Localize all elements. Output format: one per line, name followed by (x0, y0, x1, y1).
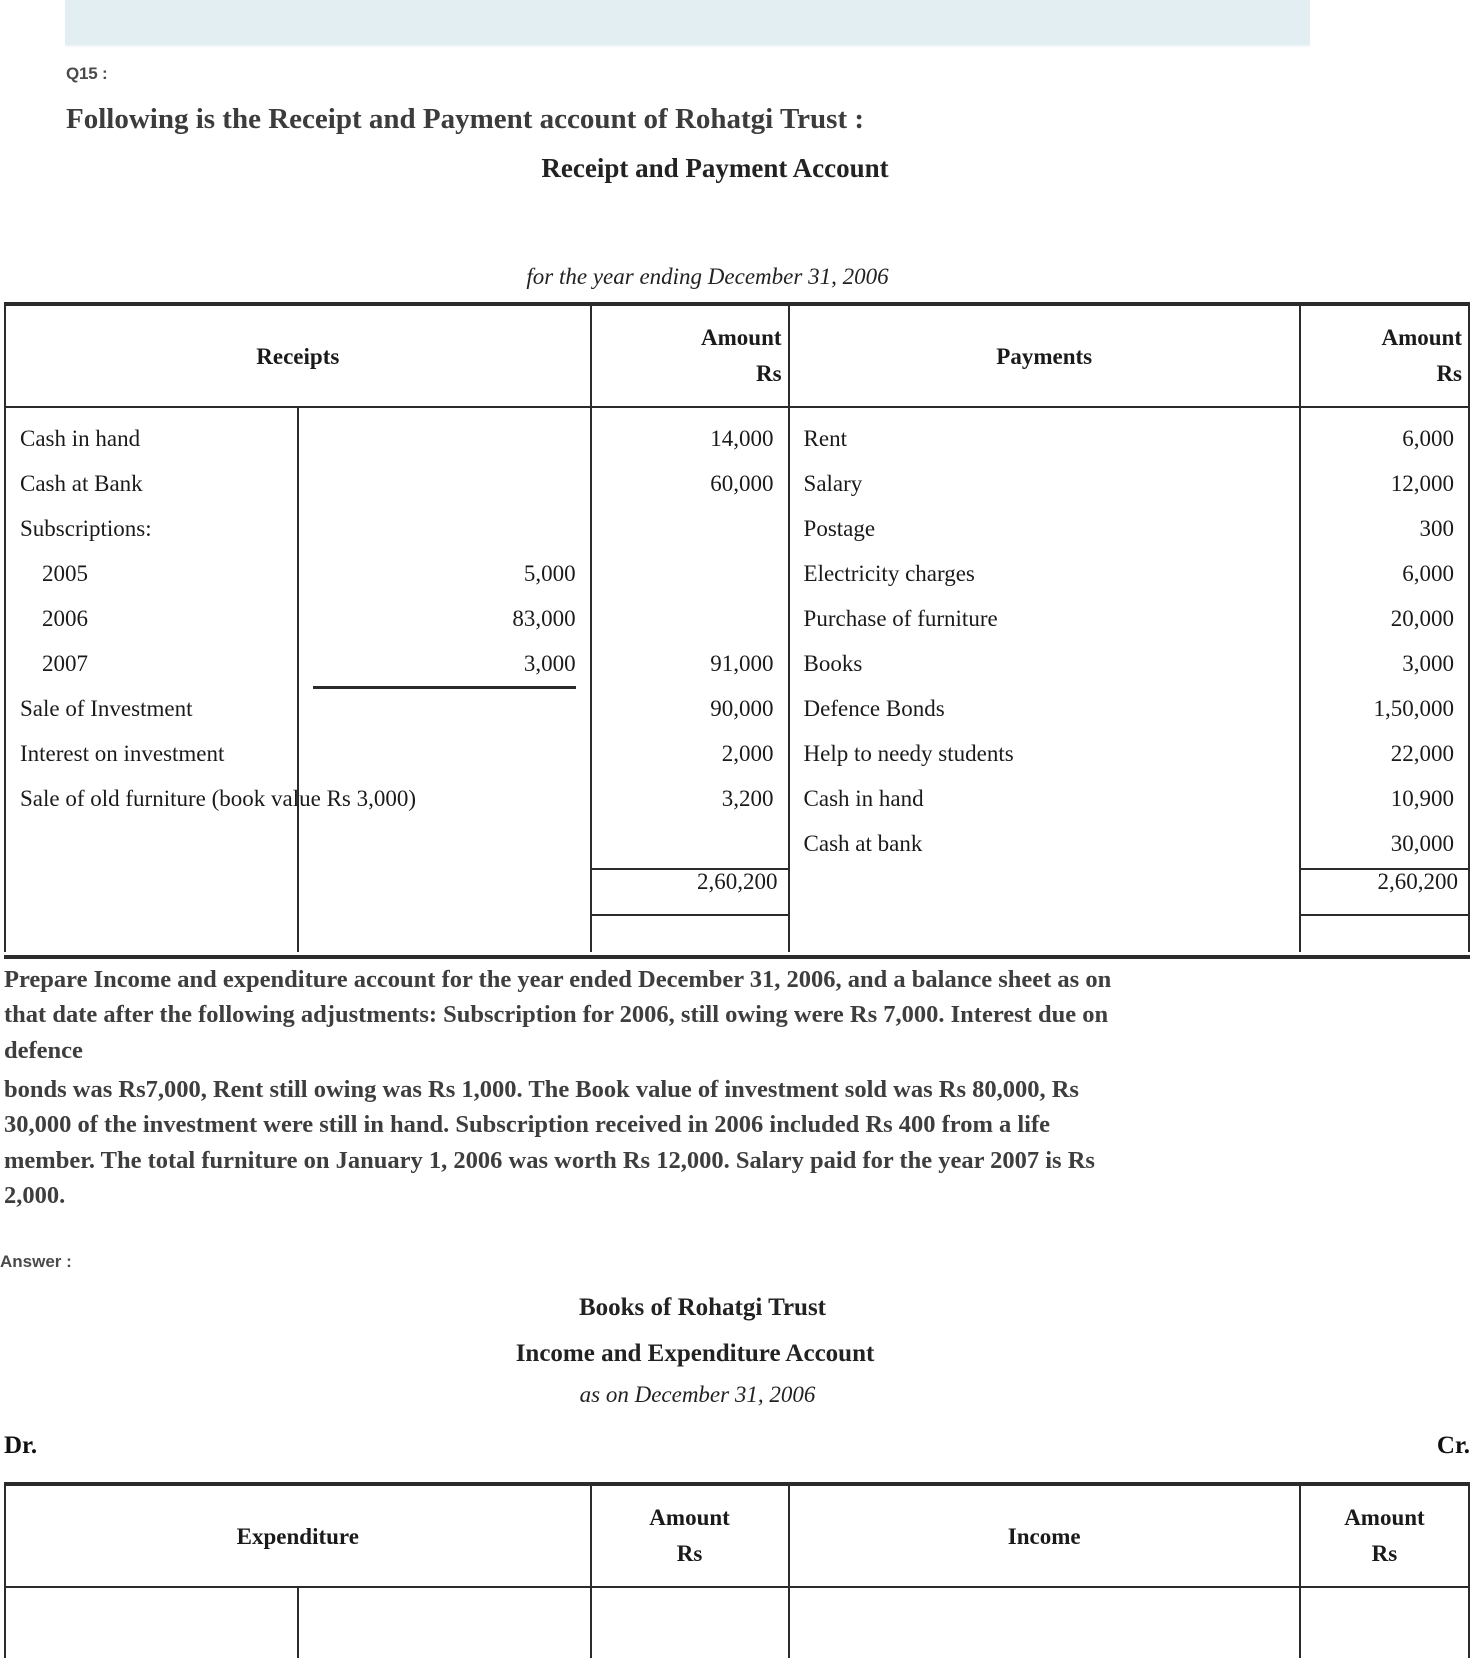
income-and-expenditure-table (4, 1482, 1470, 1658)
receipt-amount: 90,000 (710, 696, 774, 721)
receipt-particular: 2007 (42, 651, 88, 676)
receipts-particulars-cell (5, 407, 417, 869)
receipt-particular: Sale of old furniture (book value Rs 3,000) (20, 786, 417, 811)
receipt-payment-total-row (5, 869, 1469, 915)
receipt-particular: Cash in hand (20, 426, 141, 451)
receipt-particular: Subscriptions: (20, 516, 152, 541)
payment-particular: Cash in hand (803, 786, 924, 811)
header-expenditure: Expenditure (5, 1484, 591, 1587)
receipt-payment-account-period: for the year ending December 31, 2006 (526, 264, 889, 289)
payment-particular: Cash at bank (803, 831, 923, 856)
answer-account-title: Income and Expenditure Account (515, 1340, 875, 1367)
tail-cell-1 (5, 915, 298, 952)
question-statement: Following is the Receipt and Payment account of Rohatgi Trust : (66, 103, 865, 135)
answer-label: Answer : (0, 1252, 72, 1271)
payments-amount-cell (1300, 407, 1469, 869)
header-payments-amount (1300, 304, 1469, 407)
instruction-paragraph-2: bonds was Rs7,000, Rent still owing was Rs 1,000. The Book value of investment sold was Rs 80,000, Rs 30,000 of the investment were still in hand. Subscription received in 2006 included Rs 400 from a life member. The total furniture on January 1, 2006 was worth Rs 12,000. Salary paid for the year 2007 is Rs 2,000. (4, 1076, 1095, 1209)
answer-books-title: Books of Rohatgi Trust (578, 1294, 827, 1321)
receipt-payment-table-bottom-rule (4, 955, 1470, 959)
payment-particular: Postage (803, 516, 876, 541)
payment-particular: Electricity charges (803, 561, 975, 586)
total-receipts-sub-blank (298, 869, 591, 915)
receipt-amount: 60,000 (710, 471, 774, 496)
header-payments-amount-line2: Rs (1436, 361, 1462, 386)
receipt-subamount: 83,000 (512, 606, 576, 631)
income-expenditure-header-row (5, 1484, 1469, 1587)
payment-particular: Purchase of furniture (803, 606, 998, 631)
header-expenditure-amount-line2: Rs (676, 1541, 703, 1566)
header-expenditure-amount-line1: Amount (649, 1505, 730, 1531)
payment-amount: 300 (1419, 516, 1454, 541)
receipt-particular: 2005 (42, 561, 88, 586)
header-income: Income (789, 1484, 1300, 1587)
payment-amount: 22,000 (1390, 741, 1454, 766)
tail-cell-2 (298, 915, 591, 952)
header-receipts-amount-line2: Rs (755, 361, 782, 386)
receipt-subamount: 5,000 (523, 561, 576, 586)
header-payments: Payments (789, 304, 1300, 407)
header-receipts: Receipts (5, 304, 591, 407)
debit-label: Dr. (4, 1432, 38, 1459)
payments-particulars-cell (789, 407, 1300, 869)
tail-cell-5 (1300, 915, 1469, 952)
question-number-label: Q15 : (66, 64, 108, 83)
income-expenditure-body-row (5, 1587, 1469, 1658)
answer-as-on-date: as on December 31, 2006 (579, 1382, 816, 1407)
instruction-paragraph-1: Prepare Income and expenditure account for the year ended December 31, 2006, and a balance sheet as on that date after the following adjustments: Subscription for 2006, still owing were Rs 7,000. Interest due on defence (4, 966, 1112, 1064)
header-receipts-amount (591, 304, 789, 407)
receipt-amount: 2,000 (721, 741, 774, 766)
tail-cell-3 (591, 915, 789, 952)
income-particulars-cell (789, 1587, 1300, 1658)
payment-particular: Rent (803, 426, 847, 451)
receipt-amount: 91,000 (710, 651, 774, 676)
receipt-particular: 2006 (42, 606, 88, 631)
tail-cell-4 (789, 915, 1300, 952)
receipts-subamount-cell (298, 407, 591, 869)
receipt-subamount: 3,000 (313, 641, 576, 689)
top-banner (65, 0, 1310, 47)
header-receipts-amount-line1: Amount (701, 325, 782, 351)
credit-label: Cr. (1436, 1432, 1470, 1459)
receipt-amount: 14,000 (710, 426, 774, 451)
expenditure-amount-cell (591, 1587, 789, 1658)
payment-amount: 10,900 (1390, 786, 1454, 811)
income-amount-cell (1300, 1587, 1469, 1658)
payment-amount: 30,000 (1390, 831, 1454, 856)
header-expenditure-amount (591, 1484, 789, 1587)
total-payments-blank (789, 869, 1300, 915)
header-income-amount-line2: Rs (1371, 1541, 1398, 1566)
receipt-payment-header-row (5, 304, 1469, 407)
expenditure-particulars-cell (5, 1587, 298, 1658)
payment-particular: Salary (803, 471, 863, 496)
header-payments-amount-line1: Amount (1381, 325, 1462, 351)
receipt-and-payment-table (4, 302, 1470, 952)
payment-particular: Defence Bonds (803, 696, 945, 721)
receipt-particular: Interest on investment (20, 741, 225, 766)
header-income-amount (1300, 1484, 1469, 1587)
total-payments-amount: 2,60,200 (1300, 869, 1469, 915)
total-receipts-blank (5, 869, 298, 915)
receipt-particular: Sale of Investment (20, 696, 193, 721)
receipt-payment-body-row (5, 407, 1469, 869)
payment-amount: 1,50,000 (1373, 696, 1454, 721)
payment-amount: 20,000 (1390, 606, 1454, 631)
receipt-payment-tail-row (5, 915, 1469, 952)
payment-amount: 6,000 (1402, 426, 1454, 451)
payment-particular: Help to needy students (803, 741, 1014, 766)
expenditure-subamount-cell (298, 1587, 591, 1658)
receipts-amount-cell (591, 407, 789, 869)
receipt-amount: 3,200 (721, 786, 774, 811)
payment-amount: 3,000 (1402, 651, 1454, 676)
payment-amount: 12,000 (1390, 471, 1454, 496)
receipt-payment-account-title: Receipt and Payment Account (541, 153, 889, 183)
payment-particular: Books (803, 651, 863, 676)
debit-credit-labels (4, 1432, 1470, 1460)
receipt-particular: Cash at Bank (20, 471, 143, 496)
total-receipts-amount: 2,60,200 (591, 869, 789, 915)
payment-amount: 6,000 (1402, 561, 1454, 586)
header-income-amount-line1: Amount (1344, 1505, 1425, 1531)
